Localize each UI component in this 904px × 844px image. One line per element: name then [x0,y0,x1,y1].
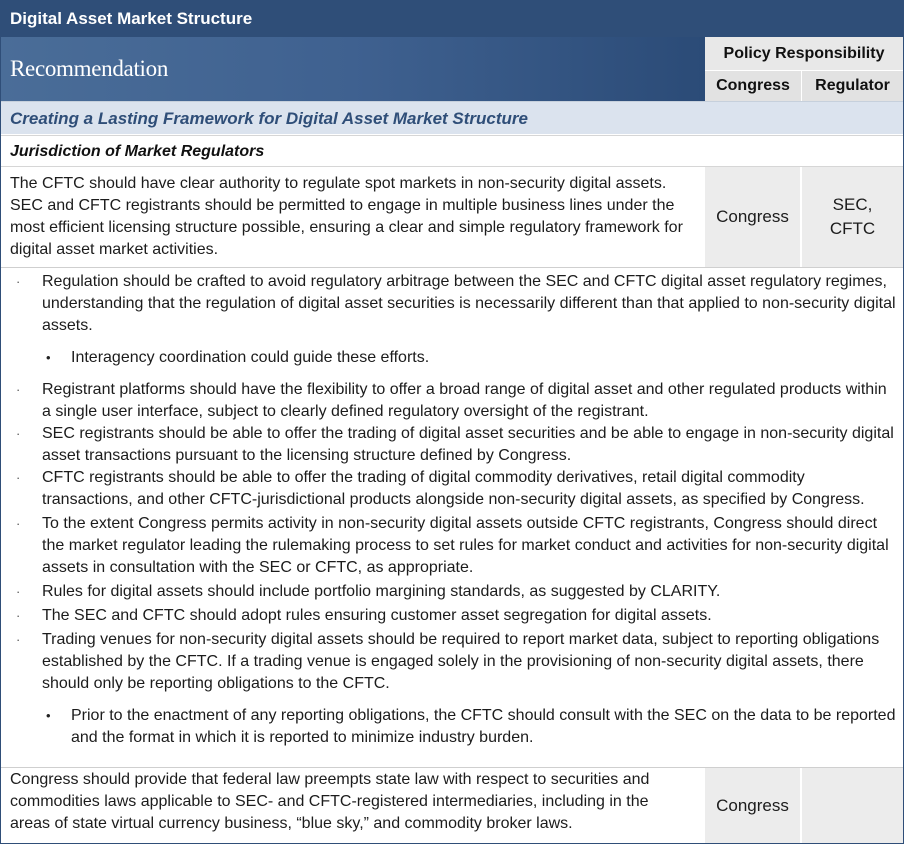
recommendation-header: Recommendation [1,37,705,101]
list-item-text: Interagency coordination could guide these efforts. [71,349,430,366]
congress-column-header: Congress [705,71,802,101]
recommendation-1-text: The CFTC should have clear authority to regulate spot markets in non-security digital assets. SEC and CFTC registrants should be permitted to engage in multiple business lines under the most efficient licensing structure possible, ensuring a clear and simple regulatory framework for digital asset market activities. [10,175,683,258]
list-item-text: Trading venues for non-security digital assets should be required to report market data, subject to reporting obligations established by the CFTC. If a trading venue is engaged solely in the provisioning of non-security digital assets, there should only be reporting obligations to the CFTC. [42,631,880,692]
list-item [1,347,903,369]
recommendation-1-congress-cell [705,167,800,267]
list-item-text: Prior to the enactment of any reporting obligations, the CFTC should consult with the SEC on the data to be reported and the format in which it is reported to minimize industry burden. [71,707,896,746]
row-divider [1,267,903,268]
recommendation-1-regulator-line1: SEC, [832,195,873,214]
table-title: Digital Asset Market Structure [1,1,903,37]
bullet-mark: • [46,350,51,365]
list-item [1,271,903,337]
recommendation-1-regulator-cell [802,167,903,267]
bullet-mark: • [46,708,51,723]
subsection-title: Jurisdiction of Market Regulators [1,135,903,167]
list-item [1,423,903,467]
policy-responsibility-header: Policy Responsibility [705,37,903,71]
list-item-text: The SEC and CFTC should adopt rules ensuring customer asset segregation for digital assets. [42,607,712,624]
recommendation-2-text: Congress should provide that federal law preempts state law with respect to securities and commodities laws applicable to SEC- and CFTC-registered intermediaries, including in the areas of state virtual currency business, “blue sky,” and commodity broker laws. [10,771,650,832]
recommendation-1-congress: Congress [716,207,789,226]
bullet-mark: · [16,584,21,599]
list-item-text: To the extent Congress permits activity in non-security digital assets outside CFTC registrants, Congress should direct the market regulator leading the rulemaking process to set rules for market conduct and activities for non-security digital assets in consultation with the SEC or CFTC, as appropriate. [42,515,889,576]
recommendation-2-congress: Congress [716,795,789,815]
list-item [1,581,903,603]
regulator-column-header: Regulator [802,71,903,101]
list-item [1,467,903,511]
bullet-mark: · [16,426,21,441]
section-title: Creating a Lasting Framework for Digital Asset Market Structure [1,101,903,134]
list-item [1,513,903,579]
bullet-mark: · [16,274,21,289]
bullet-list [1,269,903,749]
list-item-text: Rules for digital assets should include portfolio margining standards, as suggested by CLARITY. [42,583,721,600]
recommendation-2-congress-cell [705,768,800,843]
list-item-text: CFTC registrants should be able to offer the trading of digital commodity derivatives, retail digital commodity transactions, and other CFTC-jurisdictional products alongside non-security digital assets, as specified by Congress. [42,469,865,508]
list-item [1,605,903,627]
bullet-mark: · [16,632,21,647]
bullet-mark: · [16,608,21,623]
recommendation-2-regulator-cell [802,768,903,843]
bullet-mark: · [16,516,21,531]
bullet-mark: · [16,470,21,485]
list-item-text: Registrant platforms should have the flexibility to offer a broad range of digital asset and other regulated products within a single user interface, subject to clearly defined regulatory oversight of the registrant. [42,381,887,420]
list-item [1,705,903,749]
list-item [1,629,903,695]
bullet-mark: · [16,382,21,397]
list-item [1,379,903,423]
recommendation-1-regulator-line2: CFTC [829,219,876,238]
list-item-text: SEC registrants should be able to offer the trading of digital asset securities and be able to engage in non-security digital asset transactions pursuant to the licensing structure defined by Congress. [42,425,894,464]
list-item-text: Regulation should be crafted to avoid regulatory arbitrage between the SEC and CFTC digital asset regulatory regimes, understanding that the regulation of digital asset securities is necessarily different than that applied to non-security digital assets. [42,273,896,334]
